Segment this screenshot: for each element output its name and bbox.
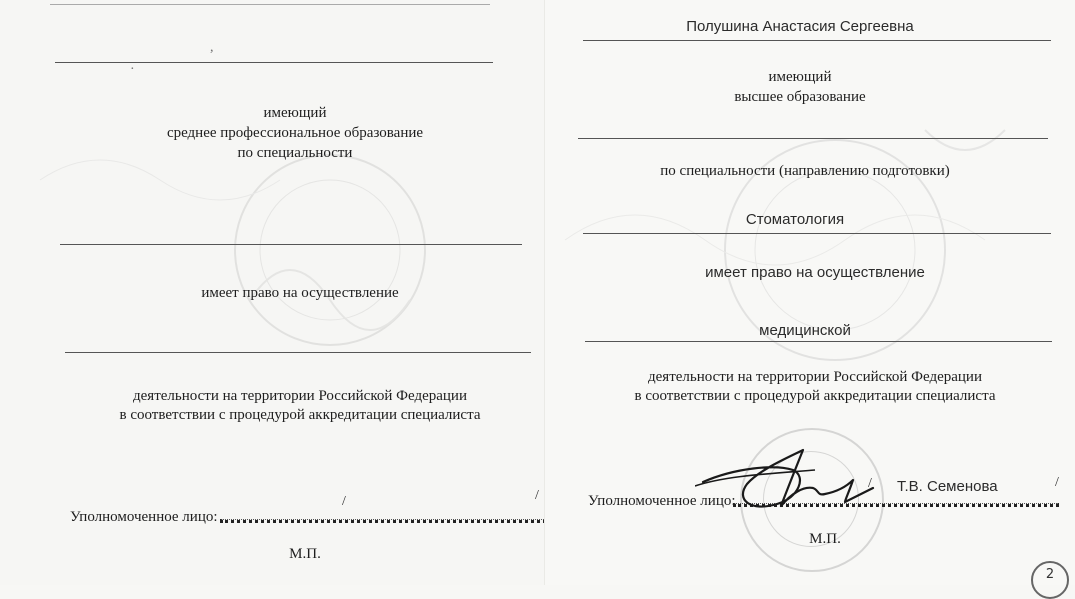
seal-place-label: М.П. <box>289 546 321 562</box>
education-line <box>578 138 1048 139</box>
page-number-badge: 2 <box>1031 561 1069 599</box>
having-label: имеющий <box>263 105 327 121</box>
seal-place-label: М.П. <box>809 531 841 547</box>
field-line-2 <box>60 244 522 245</box>
activity-line-2: в соответствии с процедурой аккредитации специалиста <box>634 388 996 404</box>
activity-line-1: деятельности на территории Российской Федерации <box>133 388 467 404</box>
handwritten-signature <box>695 440 885 525</box>
slash-mark: / <box>868 476 872 491</box>
top-cut-line <box>50 4 490 5</box>
specialty-label: по специальности <box>237 145 353 161</box>
authorized-label: Уполномоченное лицо: <box>70 509 218 525</box>
slash-mark: / <box>1055 475 1059 490</box>
specialty-line <box>583 233 1051 234</box>
education-label: среднее профессиональное образование <box>166 125 424 141</box>
activity-type-line <box>585 341 1052 342</box>
right-to-label: имеет право на осуществление <box>705 264 925 281</box>
signature-line <box>220 519 546 523</box>
ink-speck: · <box>130 62 135 77</box>
activity-line-1: деятельности на территории Российской Федерации <box>648 369 982 385</box>
activity-line-2: в соответствии с процедурой аккредитации специалиста <box>119 407 481 423</box>
left-page <box>0 0 545 585</box>
right-page <box>545 0 1075 585</box>
right-to-label: имеет право на осуществление <box>201 285 399 301</box>
full-name: Полушина Анастасия Сергеевна <box>686 18 914 35</box>
specialty-label: по специальности (направлению подготовки) <box>660 163 950 179</box>
education-value: высшее образование <box>734 89 866 105</box>
ink-speck: , <box>210 40 214 55</box>
field-line-3 <box>65 352 531 353</box>
field-line-1 <box>55 62 493 63</box>
having-label: имеющий <box>768 69 832 85</box>
slash-mark: / <box>535 488 539 503</box>
name-line <box>583 40 1051 41</box>
signatory-name: Т.В. Семенова <box>897 478 998 495</box>
activity-type-value: медицинской <box>759 322 851 339</box>
specialty-value: Стоматология <box>745 211 845 228</box>
slash-mark: / <box>342 494 346 509</box>
authorized-label: Уполномоченное лицо: <box>588 493 736 509</box>
